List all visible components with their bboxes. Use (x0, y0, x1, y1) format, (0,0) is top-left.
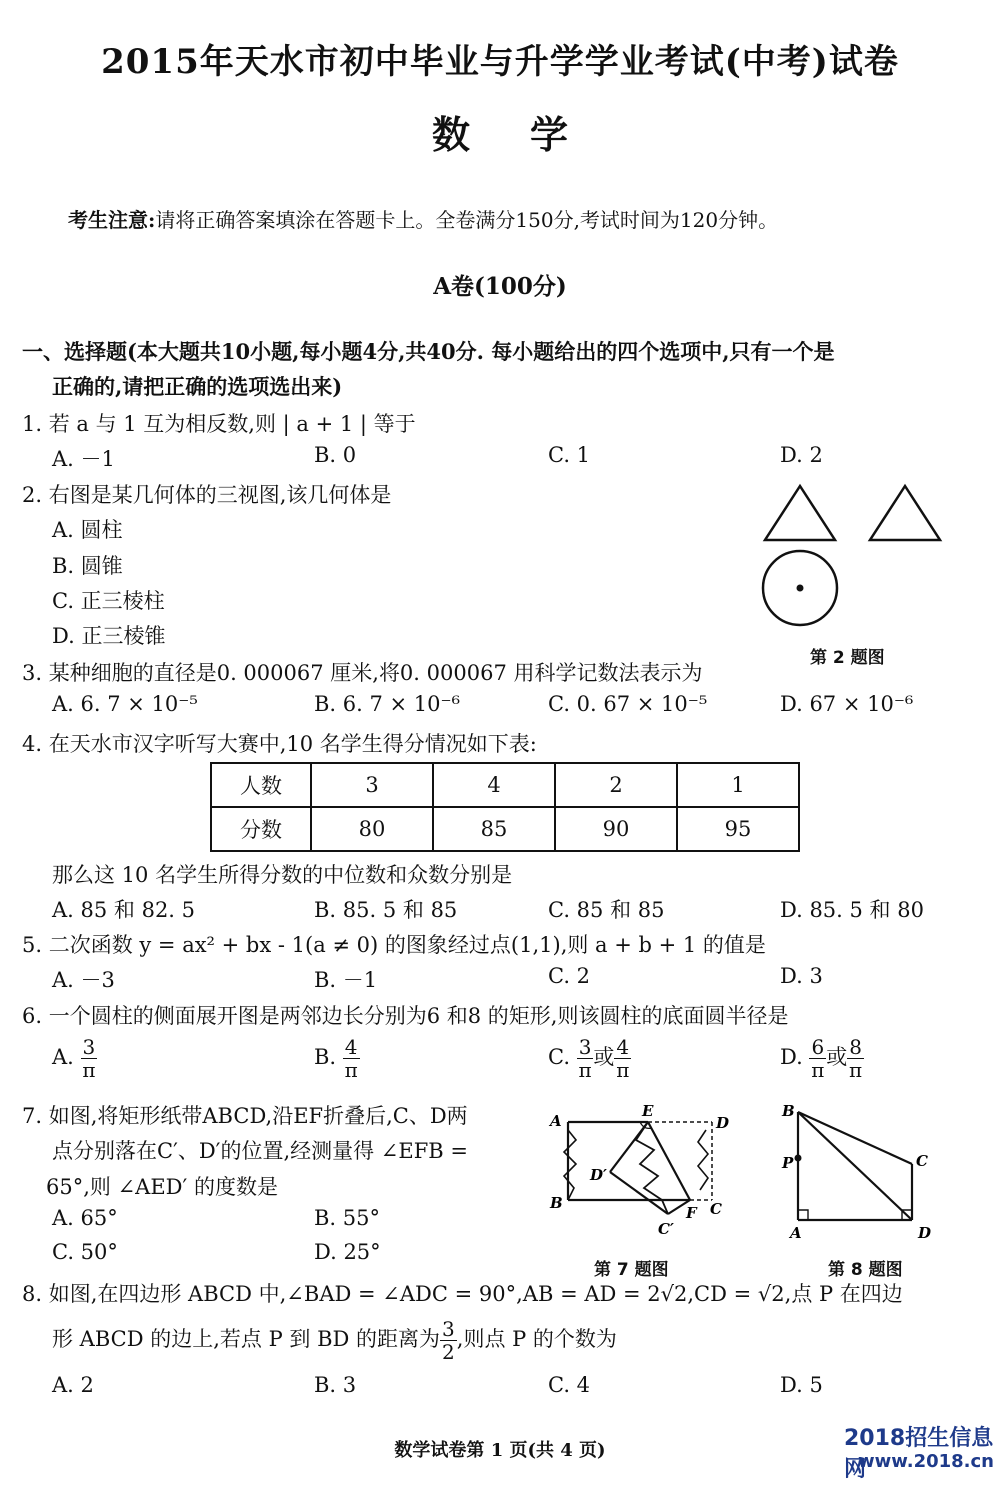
notice-text: 请将正确答案填涂在答题卡上。全卷满分150分,考试时间为120分钟。 (155, 208, 779, 232)
q2-option-b: B. 圆锥 (52, 554, 123, 578)
point-label-c: C (710, 1200, 722, 1218)
section-heading-line1: 一、选择题(本大题共10小题,每小题4分,共40分. 每小题给出的四个选项中,只有一个是 (22, 339, 835, 364)
fraction: $\frac{3}{2}$ (442, 1317, 455, 1364)
q7-caption: 第 7 题图 (594, 1260, 669, 1280)
q8-option-a: A. 2 (52, 1373, 94, 1397)
point-label-c-prime: C′ (658, 1220, 674, 1238)
q8-option-d: D. 5 (780, 1373, 823, 1397)
table-cell: 80 (311, 807, 433, 851)
page-title: 2015年天水市初中毕业与升学学业考试(中考)试卷 (101, 42, 899, 82)
q7-line2: 点分别落在C′、D′的位置,经测量得 ∠EFB = (52, 1139, 468, 1163)
table-cell: 3 (311, 763, 433, 807)
q4-question: 那么这 10 名学生所得分数的中位数和众数分别是 (52, 863, 513, 887)
q8-option-c: C. 4 (548, 1373, 591, 1397)
q5-stem: 5. 二次函数 y = ax² + bx - 1(a ≠ 0) 的图象经过点(1,1),则 a + b + 1 的值是 (22, 933, 766, 957)
q6-option-d (780, 1036, 864, 1081)
q8-line1: 8. 如图,在四边形 ABCD 中,∠BAD = ∠ADC = 90°,AB = AD = 2√2,CD = √2,点 P 在四边 (22, 1282, 903, 1306)
table-cell: 人数 (211, 763, 311, 807)
table-cell: 2 (555, 763, 677, 807)
table-cell: 1 (677, 763, 799, 807)
q7-option-d: D. 25° (314, 1240, 381, 1264)
q7-line1: 7. 如图,将矩形纸带ABCD,沿EF折叠后,C、D两 (22, 1104, 468, 1128)
q3-option-b: B. 6. 7 × 10⁻⁶ (314, 692, 461, 716)
table-row (211, 763, 799, 807)
q8-option-b: B. 3 (314, 1373, 357, 1397)
q7-option-b: B. 55° (314, 1206, 381, 1230)
point-label-c: C (916, 1152, 928, 1170)
point-label-b: B (782, 1102, 795, 1120)
page-footer: 数学试卷第 1 页(共 4 页) (394, 1440, 606, 1461)
q2-caption: 第 2 题图 (810, 648, 885, 668)
top-view-center-dot (797, 585, 804, 592)
option-label: B. (314, 1045, 337, 1069)
q4-score-table (210, 762, 800, 852)
notice-label: 考生注意: (68, 208, 156, 232)
or-word: 或 (826, 1045, 848, 1069)
q6-stem: 6. 一个圆柱的侧面展开图是两邻边长分别为6 和8 的矩形,则该圆柱的底面圆半径是 (22, 1004, 789, 1028)
q8-line2 (52, 1318, 617, 1363)
fraction: $\frac{4}{\pi}$ (616, 1035, 630, 1082)
q8-quadrilateral-figure (770, 1100, 970, 1250)
q6-option-a (52, 1036, 97, 1081)
point-label-d-prime: D′ (590, 1166, 607, 1184)
fraction: $\frac{6}{\pi}$ (811, 1035, 825, 1082)
q7-folded-tape-figure (540, 1100, 740, 1250)
q8-caption: 第 8 题图 (828, 1260, 903, 1280)
table-cell: 分数 (211, 807, 311, 851)
q1-stem: 1. 若 a 与 1 互为相反数,则 | a + 1 | 等于 (22, 412, 416, 436)
q3-option-a: A. 6. 7 × 10⁻⁵ (52, 692, 198, 716)
side-view-triangle (870, 486, 940, 540)
point-label-d: D (716, 1114, 730, 1132)
q8-line2-pre: 形 ABCD 的边上,若点 P 到 BD 的距离为 (52, 1327, 441, 1351)
point-label-a: A (550, 1112, 562, 1130)
fraction: $\frac{8}{\pi}$ (848, 1035, 863, 1082)
q1-option-c: C. 1 (548, 443, 591, 467)
option-label: C. (548, 1045, 570, 1069)
q2-three-view-figure (755, 478, 955, 640)
subject-title: 数学 (431, 112, 628, 157)
q6-option-b (314, 1036, 360, 1081)
point-label-p: P (782, 1154, 794, 1172)
q5-option-d: D. 3 (780, 964, 823, 988)
fraction: $\frac{3}{\pi}$ (578, 1035, 592, 1082)
q5-option-c: C. 2 (548, 964, 591, 988)
q8-line2-post: ,则点 P 的个数为 (456, 1327, 617, 1351)
point-label-a: A (790, 1224, 802, 1242)
q4-option-b: B. 85. 5 和 85 (314, 898, 458, 922)
q4-option-c: C. 85 和 85 (548, 898, 665, 922)
q3-option-d: D. 67 × 10⁻⁶ (780, 692, 914, 716)
table-cell: 90 (555, 807, 677, 851)
q5-option-b: B. －1 (314, 968, 378, 992)
q7-option-c: C. 50° (52, 1240, 118, 1264)
q1-option-a: A. －1 (52, 447, 115, 471)
q1-option-d: D. 2 (780, 443, 823, 467)
q5-option-a: A. －3 (52, 968, 115, 992)
q6-option-c (548, 1036, 631, 1081)
q2-option-c: C. 正三棱柱 (52, 589, 165, 613)
option-label: D. (780, 1045, 803, 1069)
table-cell: 95 (677, 807, 799, 851)
table-cell: 85 (433, 807, 555, 851)
option-label: A. (52, 1045, 74, 1069)
point-label-d: D (918, 1224, 932, 1242)
exam-notice (68, 204, 778, 233)
or-word: 或 (593, 1045, 615, 1069)
point-label-f: F (686, 1204, 697, 1222)
q7-line3: 65°,则 ∠AED′ 的度数是 (46, 1175, 278, 1199)
front-view-triangle (765, 486, 835, 540)
q4-option-a: A. 85 和 82. 5 (52, 898, 196, 922)
site-watermark-name: 2018招生信息网 (844, 1426, 994, 1482)
point-label-b: B (550, 1194, 563, 1212)
q7-option-a: A. 65° (52, 1206, 118, 1230)
q4-stem: 4. 在天水市汉字听写大赛中,10 名学生得分情况如下表: (22, 732, 537, 756)
q2-option-d: D. 正三棱锥 (52, 624, 166, 648)
q4-option-d: D. 85. 5 和 80 (780, 898, 924, 922)
table-cell: 4 (433, 763, 555, 807)
section-heading-line2: 正确的,请把正确的选项选出来) (52, 374, 343, 399)
q3-option-c: C. 0. 67 × 10⁻⁵ (548, 692, 708, 716)
q2-option-a: A. 圆柱 (52, 518, 123, 542)
fraction: $\frac{3}{\pi}$ (82, 1035, 96, 1082)
point-label-e: E (642, 1102, 654, 1120)
table-row (211, 807, 799, 851)
fraction: $\frac{4}{\pi}$ (344, 1035, 358, 1082)
volume-heading: A卷(100分) (433, 273, 567, 300)
site-watermark-url: www.2018.cn (858, 1451, 994, 1472)
q3-stem: 3. 某种细胞的直径是0. 000067 厘米,将0. 000067 用科学记数法表示为 (22, 661, 703, 685)
q2-stem: 2. 右图是某几何体的三视图,该几何体是 (22, 483, 392, 507)
q1-option-b: B. 0 (314, 443, 357, 467)
